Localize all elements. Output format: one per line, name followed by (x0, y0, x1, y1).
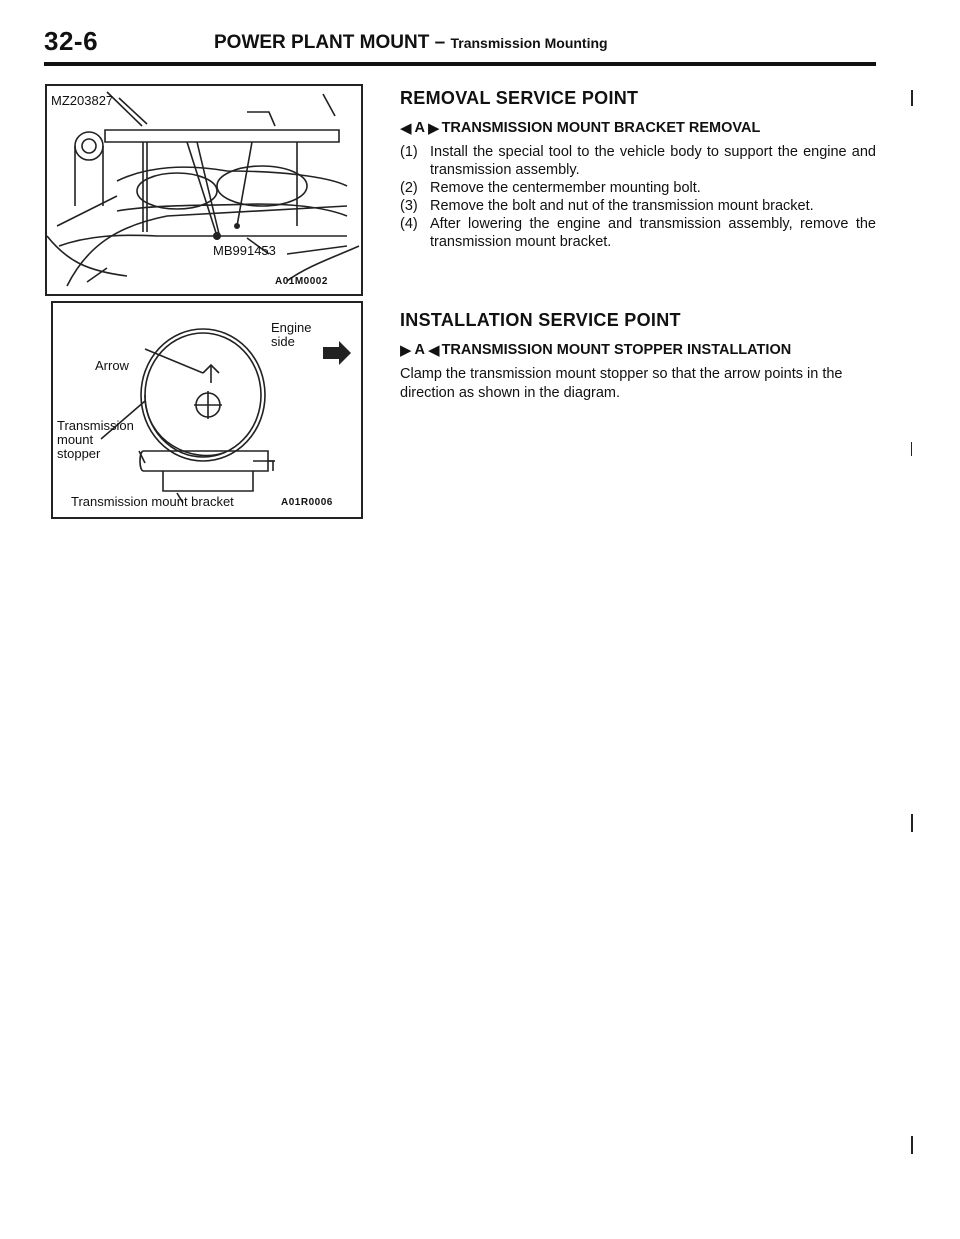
figure-code: A01R0006 (281, 497, 333, 508)
list-item (400, 143, 876, 179)
installation-subheading (400, 341, 876, 359)
page-number: 32-6 (44, 26, 99, 56)
removal-section (400, 88, 876, 251)
header-rule (44, 62, 876, 66)
mount-stopper-illustration (53, 303, 361, 517)
step-number: (2) (400, 180, 418, 196)
figure-mount-stopper (51, 301, 363, 519)
marker-letter: A (414, 342, 426, 358)
engine-side-arrow-icon (323, 341, 351, 365)
step-text: After lowering the engine and transmission assembly, remove the transmission mount bracket. (430, 216, 876, 250)
removal-steps (400, 143, 876, 251)
tool-label-mb991453: MB991453 (213, 243, 276, 258)
section-title: POWER PLANT MOUNT (214, 32, 430, 53)
margin-mark (911, 90, 913, 106)
removal-subheading-text: TRANSMISSION MOUNT BRACKET REMOVAL (441, 120, 761, 136)
arrow-label: Arrow (95, 358, 129, 373)
step-text: Install the special tool to the vehicle body to support the engine and transmission assembly. (430, 144, 876, 178)
installation-text: Clamp the transmission mount stopper so that the arrow points in the direction as shown in the diagram. (400, 366, 843, 401)
step-text: Remove the centermember mounting bolt. (430, 180, 701, 196)
stopper-label (57, 419, 134, 461)
figure-code: A01M0002 (275, 276, 328, 287)
page-title (214, 32, 608, 54)
side-label-line: side (271, 334, 295, 349)
figure-engine-support (45, 84, 363, 296)
bracket-label: Transmission mount bracket (71, 494, 234, 509)
stopper-label-line-3: stopper (57, 446, 101, 461)
tool-label-mz203827: MZ203827 (51, 93, 114, 108)
removal-subheading (400, 119, 876, 137)
step-number: (4) (400, 216, 418, 232)
step-text: Remove the bolt and nut of the transmission mount bracket. (430, 198, 814, 214)
left-triangle-icon: ◀ (428, 342, 440, 359)
margin-mark (911, 442, 912, 456)
right-triangle-icon: ▶ (428, 120, 440, 137)
removal-heading: REMOVAL SERVICE POINT (400, 88, 639, 108)
step-number: (3) (400, 198, 418, 214)
list-item (400, 215, 876, 251)
list-item (400, 197, 876, 215)
left-triangle-icon: ◀ (400, 120, 412, 137)
title-separator: – (434, 32, 446, 53)
marker-letter: A (414, 120, 426, 136)
step-number: (1) (400, 144, 418, 160)
margin-mark (911, 1136, 913, 1154)
list-item (400, 179, 876, 197)
stopper-label-line-2: mount (57, 432, 94, 447)
installation-section (400, 310, 876, 403)
engine-side-label (271, 321, 311, 349)
stopper-label-line-1: Transmission (57, 418, 134, 433)
margin-mark (911, 814, 913, 832)
section-subtitle: Transmission Mounting (450, 35, 608, 51)
engine-support-illustration (47, 86, 361, 294)
installation-subheading-text: TRANSMISSION MOUNT STOPPER INSTALLATION (441, 342, 792, 358)
installation-heading: INSTALLATION SERVICE POINT (400, 310, 681, 330)
right-triangle-icon: ▶ (400, 342, 412, 359)
engine-label-line: Engine (271, 320, 312, 335)
